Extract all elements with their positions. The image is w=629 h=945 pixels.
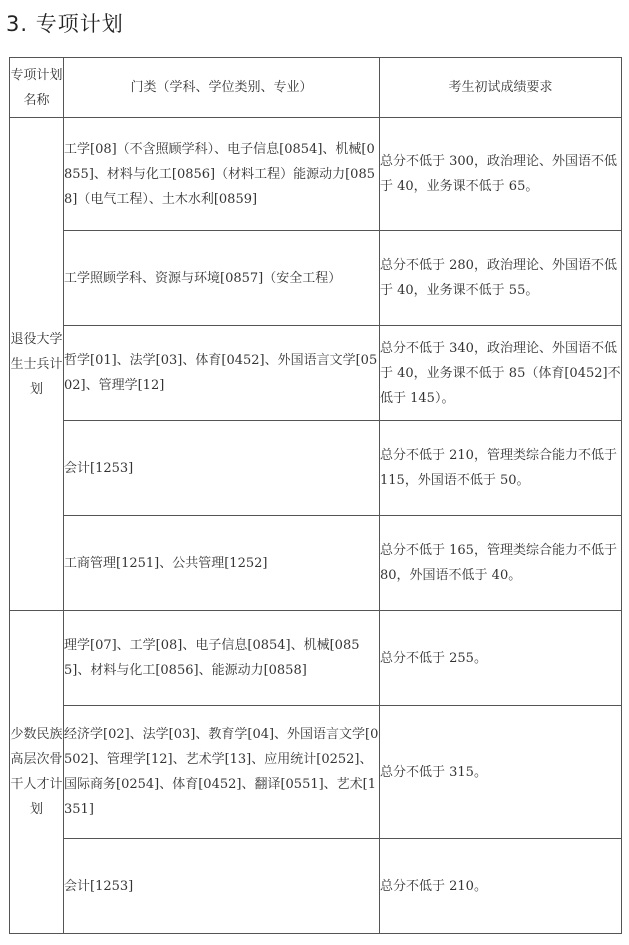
table-header-row [10,58,622,118]
categories-text: 会计[1253] [64,878,134,894]
requirements-text: 总分不低于 210。 [380,878,487,894]
requirements-cell [380,516,622,611]
categories-text: 理学[07]、工学[08]、电子信息[0854]、机械[0855]、材料与化工[0856]、能源动力[0858] [64,638,360,678]
requirements-text: 总分不低于 340，政治理论、外国语不低于 40，业务课不低于 85（体育[0452]不低于 145）。 [380,340,621,406]
categories-cell [64,118,380,231]
categories-text: 工学照顾学科、资源与环境[0857]（安全工程） [64,270,342,286]
table-row [10,611,622,706]
categories-cell [64,421,380,516]
categories-cell [64,706,380,839]
header-categories: 门类（学科、学位类别、专业） [64,58,380,118]
categories-cell [64,326,380,421]
plan-name-cell [10,118,64,611]
categories-cell [64,839,380,934]
categories-text: 会计[1253] [64,460,134,476]
plan-name-cell [10,611,64,934]
table-row [10,706,622,839]
categories-cell [64,611,380,706]
categories-text: 工学[08]（不含照顾学科）、电子信息[0854]、机械[0855]、材料与化工[0856]（材料工程）能源动力[0858]（电气工程）、土木水利[0859] [64,141,375,207]
requirements-cell [380,421,622,516]
requirements-cell [380,706,622,839]
header-requirements: 考生初试成绩要求 [380,58,622,118]
plan-name-veterans: 退役大学生士兵计划 [10,331,63,397]
requirements-cell [380,118,622,231]
requirements-cell [380,326,622,421]
requirements-cell [380,611,622,706]
table-row [10,118,622,231]
table-row [10,421,622,516]
categories-cell [64,516,380,611]
requirements-text: 总分不低于 165，管理类综合能力不低于 80，外国语不低于 40。 [380,543,617,583]
categories-text: 工商管理[1251]、公共管理[1252] [64,555,268,571]
requirements-cell [380,231,622,326]
table-row [10,839,622,934]
header-plan-name: 专项计划名称 [10,58,64,118]
requirements-cell [380,839,622,934]
categories-text: 哲学[01]、法学[03]、体育[0452]、外国语言文学[0502]、管理学[12] [64,353,378,393]
categories-text: 经济学[02]、法学[03]、教育学[04]、外国语言文学[0502]、管理学[12]、艺术学[13]、应用统计[0252]、国际商务[0254]、体育[0452]、翻译[0551]、艺术[1351] [64,727,379,817]
requirements-text: 总分不低于 255。 [380,650,487,666]
requirements-text: 总分不低于 315。 [380,764,487,780]
table-row [10,326,622,421]
requirements-text: 总分不低于 300，政治理论、外国语不低于 40，业务课不低于 65。 [380,154,617,194]
categories-cell [64,231,380,326]
table-row [10,231,622,326]
section-title: 3. 专项计划 [6,12,124,36]
plan-name-minority: 少数民族高层次骨干人才计划 [10,727,63,817]
special-plan-table [9,57,622,934]
requirements-text: 总分不低于 280，政治理论、外国语不低于 40，业务课不低于 55。 [380,258,617,298]
requirements-text: 总分不低于 210，管理类综合能力不低于 115，外国语不低于 50。 [380,448,617,488]
table-row [10,516,622,611]
